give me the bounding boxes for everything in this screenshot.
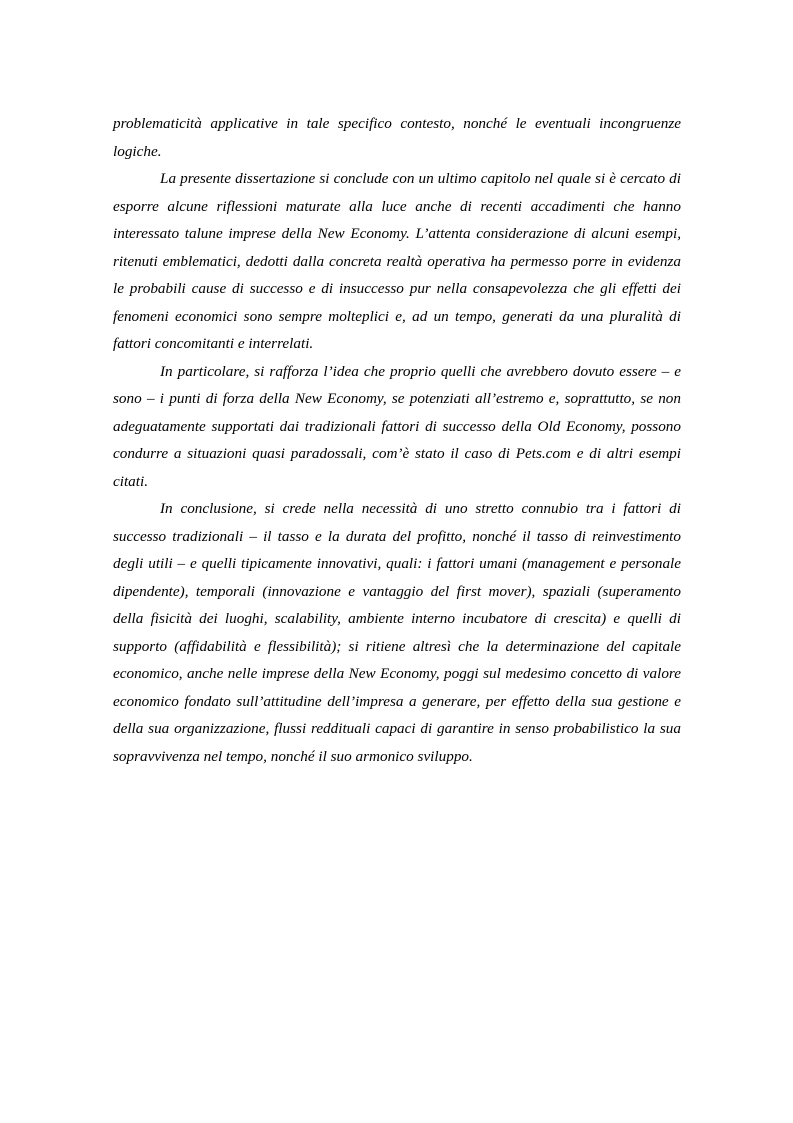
paragraph-continuation: problematicità applicative in tale specifico contesto, nonché le eventuali incongruenze logiche. [113,115,681,160]
paragraph-final-chapter: La presente dissertazione si conclude con un ultimo capitolo nel quale si è cercato di esporre alcune riflessioni maturate alla luce anche di recenti accadimenti che hanno interessato talune imprese della New Economy. L’attenta considerazione di alcuni esempi, ritenuti emblematici, dedotti dalla concreta realtà operativa ha permesso porre in evidenza le probabili cause di successo e di insuccesso pur nella consapevolezza che gli effetti dei fenomeni economici sono sempre molteplici e, ad un tempo, generati da una pluralità di fattori concomitanti e interrelati. [113,170,681,352]
paragraph-conclusione: In conclusione, si crede nella necessità di uno stretto connubio tra i fattori di successo tradizionali – il tasso e la durata del profitto, nonché il tasso di reinvestimento degli utili – e quelli tipicamente innovativi, quali: i fattori umani (management e personale dipendente), temporali (innovazione e vantaggio del first mover), spaziali (superamento della fisicità dei luoghi, scalability, ambiente interno incubatore di crescita) e quelli di supporto (affidabilità e flessibilità); si ritiene altresì che la determinazione del capitale economico, anche nelle imprese della New Economy, poggi sul medesimo concetto di valore economico fondato sull’attitudine dell’impresa a generare, per effetto della sua gestione e della sua organizzazione, flussi reddituali capaci di garantire in senso probabilistico la sua sopravvivenza nel tempo, nonché il suo armonico sviluppo. [113,500,681,765]
body-text [113,110,681,770]
paragraph-in-particolare: In particolare, si rafforza l’idea che proprio quelli che avrebbero dovuto essere – e sono – i punti di forza della New Economy, se potenziati all’estremo e, soprattutto, se non adeguatamente supportati dai tradizionali fattori di successo della Old Economy, possono condurre a situazioni quasi paradossali, com’è stato il caso di Pets.com e di altri esempi citati. [113,362,681,490]
